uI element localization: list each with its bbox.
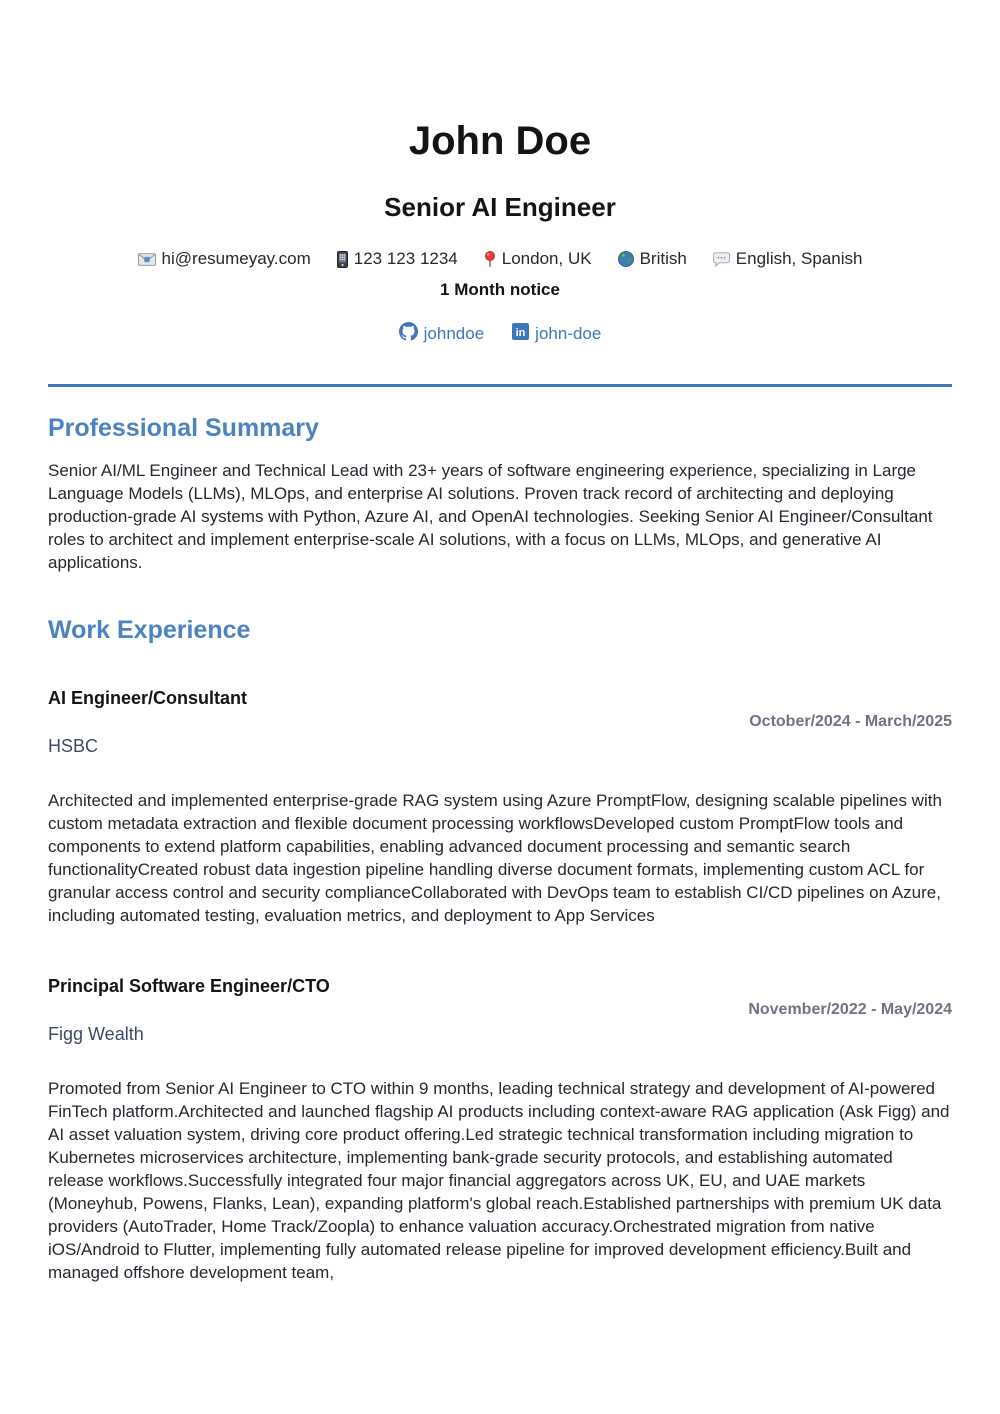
- job-entry-figg-wealth: [48, 975, 952, 1284]
- notice-period: 1 Month notice: [440, 280, 560, 299]
- experience-section: [48, 616, 952, 1284]
- summary-section: [48, 414, 952, 574]
- candidate-name: John Doe: [408, 119, 592, 163]
- contact-location: [484, 248, 592, 270]
- job-description: Architected and implemented enterprise-grade RAG system using Azure PromptFlow, designing scalable pipelines with custom metadata extraction and flexible document processing workflowsDeveloped custom PromptFlow tools and components to extend platform capabilities, enabling advanced document processing and semantic search functionalityCreated robust data ingestion pipeline handling diverse document formats, implementing custom ACL for granular access control and security complianceCollaborated with DevOps team to establish CI/CD pipelines on Azure, including automated testing, evaluation metrics, and deployment to App Services: [48, 791, 942, 925]
- contact-location-text: London, UK: [501, 249, 592, 268]
- job-title: AI Engineer/Consultant: [48, 688, 248, 708]
- contact-languages-text: English, Spanish: [735, 249, 863, 268]
- contact-nationality: [618, 248, 687, 270]
- summary-heading: Professional Summary: [48, 414, 319, 442]
- candidate-title: Senior AI Engineer: [384, 192, 616, 222]
- social-links-row: [48, 322, 952, 346]
- phone-icon: [337, 251, 348, 268]
- job-dates: November/2022 - May/2024: [748, 1001, 952, 1018]
- contact-phone-text: 123 123 1234: [353, 249, 458, 268]
- contact-nationality-text: British: [639, 249, 687, 268]
- job-dates: October/2024 - March/2025: [749, 713, 952, 730]
- contact-email-text: hi@resumeyay.com: [161, 249, 311, 268]
- github-link[interactable]: [399, 322, 485, 346]
- github-icon: [399, 322, 418, 346]
- contact-languages: [713, 248, 863, 270]
- contact-email: [138, 248, 311, 270]
- linkedin-link-text: john-doe: [535, 324, 602, 343]
- linkedin-link[interactable]: [512, 323, 601, 345]
- job-title: Principal Software Engineer/CTO: [48, 976, 330, 996]
- job-company: HSBC: [48, 736, 99, 756]
- svg-text:in: in: [515, 327, 526, 339]
- resume-header: [48, 118, 952, 346]
- email-icon: [138, 253, 156, 266]
- contact-phone: [337, 248, 458, 270]
- summary-text: Senior AI/ML Engineer and Technical Lead with 23+ years of software engineering experience, specializing in Large Language Models (LLMs), MLOps, and enterprise AI solutions. Proven track record of architecting and deploying production-grade AI systems with Python, Azure AI, and OpenAI technologies. Seeking Senior AI Engineer/Consultant roles to architect and implement enterprise-scale AI solutions, with a focus on LLMs, MLOps, and generative AI applications.: [48, 461, 933, 572]
- job-company: Figg Wealth: [48, 1024, 144, 1044]
- speech-icon: [713, 252, 730, 267]
- job-description: Promoted from Senior AI Engineer to CTO within 9 months, leading technical strategy and development of AI-powered FinTech platform.Architected and launched flagship AI products including context-aware RAG application (Ask Figg) and AI asset valuation system, driving core product offering.Led strategic technical transformation including migration to Kubernetes microservices architecture, implementing bank-grade security protocols, and establishing automated release workflows.Successfully integrated four major financial aggregators across UK, EU, and UAE markets (Moneyhub, Powens, Flanks, Lean), expanding platform's global reach.Established partnerships with premium UK data providers (AutoTrader, Home Track/Zoopla) to enhance valuation accuracy.Orchestrated migration from native iOS/Android to Flutter, implementing fully automated release pipeline for improved development efficiency.Built and managed offshore development team,: [48, 1079, 950, 1282]
- globe-icon: [618, 251, 634, 267]
- header-divider: [48, 384, 952, 387]
- job-entry-hsbc: [48, 687, 952, 927]
- experience-heading: Work Experience: [48, 616, 251, 644]
- location-icon: [484, 251, 496, 268]
- linkedin-icon: [512, 323, 529, 345]
- contact-row: [48, 248, 952, 270]
- github-link-text: johndoe: [423, 324, 485, 343]
